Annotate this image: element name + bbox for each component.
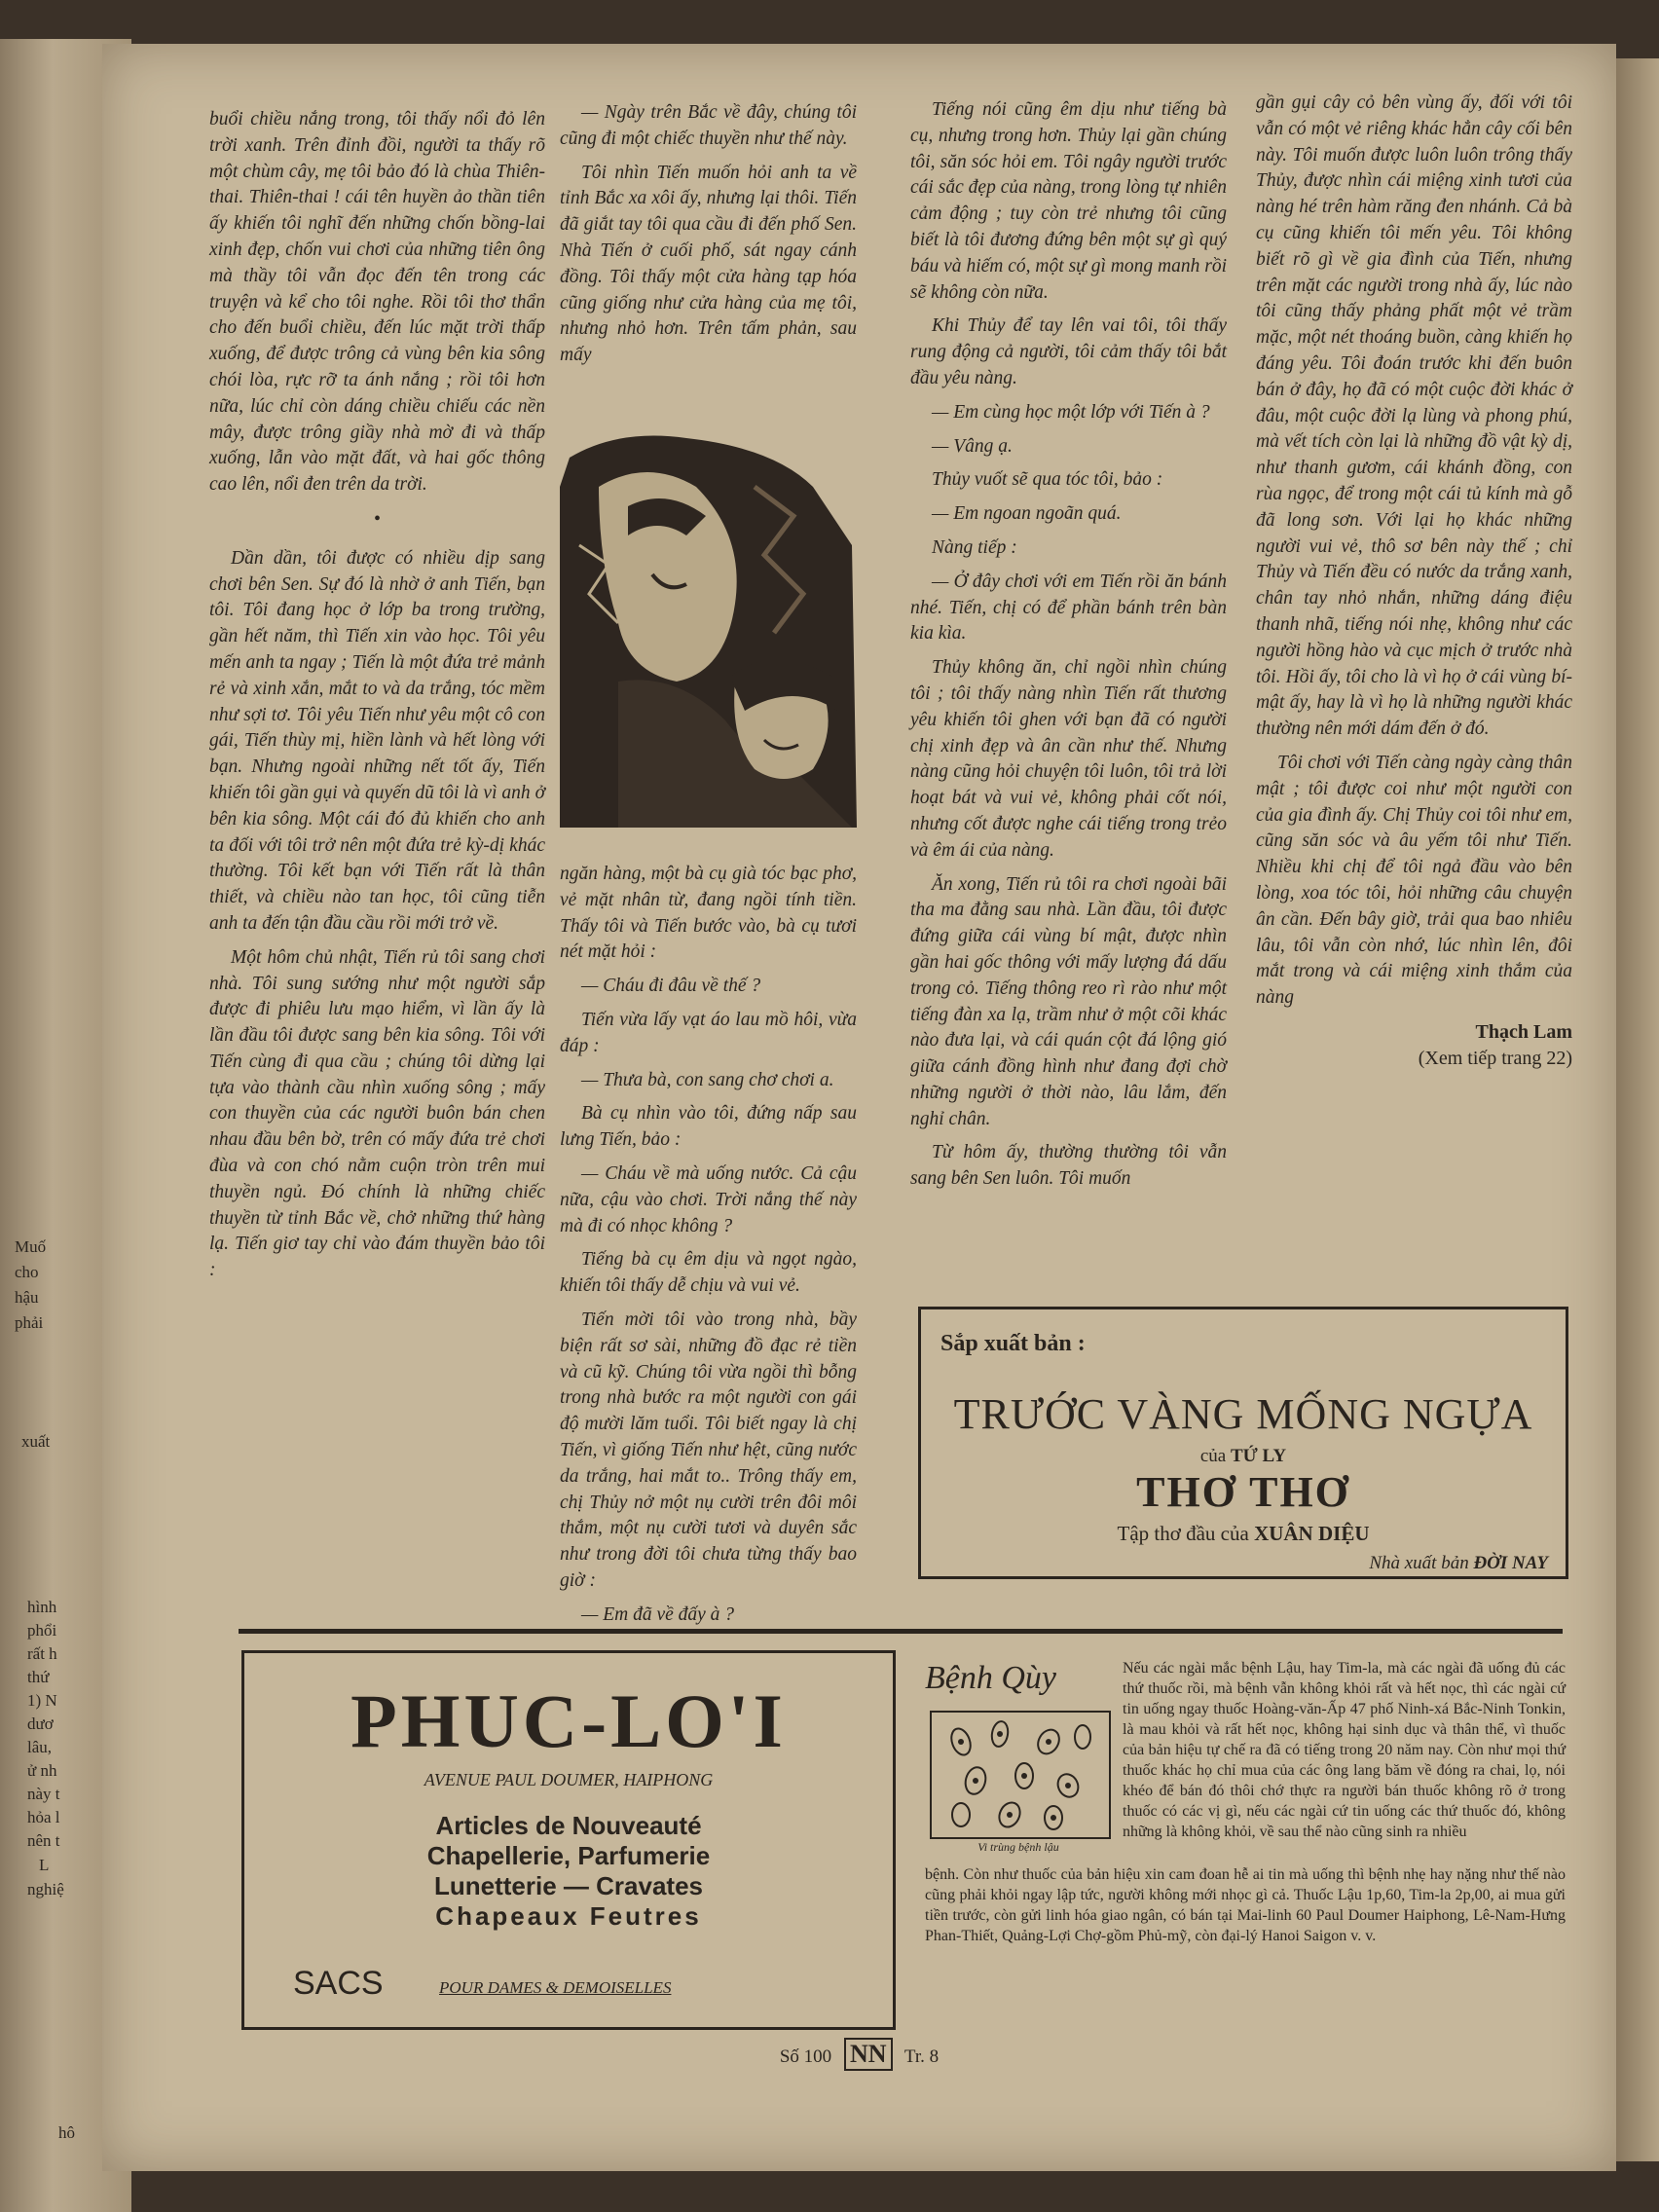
story-paragraph: — Thưa bà, con sang chơ chơi a.: [581, 1069, 834, 1090]
shop-sacs: SACS: [293, 1965, 384, 2002]
book-author-line: [921, 1446, 1566, 1467]
section-dot: •: [373, 507, 381, 530]
author-signature: Thạch Lam: [1475, 1020, 1572, 1043]
left-fragment: này t: [27, 1785, 60, 1803]
newspaper-logo-mark: NN: [844, 2038, 893, 2071]
by-prefix: của: [1199, 1446, 1227, 1466]
story-column-2-top: [560, 100, 857, 377]
shop-line-3: Lunetterie — Cravates: [434, 1871, 703, 1900]
left-fragment: Muố: [15, 1237, 47, 1256]
story-paragraph: gần gụi cây cỏ bên vùng ấy, đối với tôi vẫn có một vẻ riêng khác hẳn cây cối bên này. Tôi muốn được luôn luôn trông thấy Thủy, được nhìn cái miệng xinh tươi của nàng hé trên hàm răng đen nhánh. Cả bà cụ cũng khiến tôi mến yêu. Tôi không biết rõ gì về gia đình của Tiến, nhưng trên mặt các người trong nhà ấy, lúc nào tôi cũng thấy phảng phất một vẻ trầm mặc, một nét thoáng buồn, càng khiến họ đáng yêu. Tôi đoán trước khi đến buôn bán ở đây, họ đã có một cuộc đời khác ở đâu, một cuộc đời lạ lùng và phong phú, mà vết tích còn lại là những đồ vật kỳ dị, như thanh gươm, cái khánh đồng, con rùa ngọc, để trong một cái tủ kính mà gỗ đã long sơn. Với lại họ khác những người vui vẻ, thô sơ bên này thế ; chỉ Thủy và Tiến đều có nước da trắng xanh, chân tay nhỏ nhắn, những dáng điệu thanh nhã, tiếng nói nhẹ, không như các người hồng hào và cục mịch ở trước nhà tôi. Hồi ấy, tôi cho là vì họ ở cái vùng bí-mật ấy, hay là vì họ là những người khác thường nên mới dám đến ở đó.: [1256, 92, 1572, 740]
book-title: TRƯỚC VÀNG MỐNG NGỰA: [953, 1390, 1533, 1438]
book-announcement: [918, 1307, 1568, 1579]
medicine-ad-title: Bệnh Qùy: [925, 1660, 1057, 1696]
left-fragment: hô: [58, 2123, 75, 2142]
page-footer: [102, 2038, 1616, 2071]
continued-note: (Xem tiếp trang 22): [1418, 1047, 1572, 1069]
story-paragraph: Khi Thủy để tay lên vai tôi, tôi thấy rung động cả người, tôi cảm thấy tôi bắt đầu yêu nàng.: [910, 315, 1227, 388]
story-paragraph: — Cháu đi đâu về thế ?: [581, 976, 761, 997]
story-paragraph: Ăn xong, Tiến rủ tôi ra chơi ngoài bãi tha ma đằng sau nhà. Lần đầu, tôi được đứng giữa cái vùng bí mật, được nhìn gần hai gốc thông với mấy lượng đá dấu trong cỏ. Tiếng thông reo rì rào như một tiếng đàn xa lạ, trầm như ở một cõi khác nào đưa lại, và cái quán cột đá lộng gió giữa cánh đồng hình như đang đợi chờ những người ở thời nào, lâu lắm, đến nghỉ chân.: [910, 873, 1227, 1129]
story-column-2-bottom: [560, 862, 857, 1637]
section-divider: [239, 1629, 1563, 1634]
poet-name: XUÂN DIỆU: [1254, 1522, 1370, 1545]
story-column-4: [1256, 91, 1572, 1071]
story-paragraph: Tiến vừa lấy vạt áo lau mồ hôi, vừa đáp :: [560, 1009, 857, 1056]
story-paragraph: Tôi chơi với Tiến càng ngày càng thân mật ; tôi được coi như một người con của gia đình ấy. Chị Thủy coi tôi như em, cũng săn sóc và âu yếm tôi như Tiến. Nhiều khi chị để tôi ngả đầu vào bên lòng, xoa tóc tôi, hỏi những câu chuyện ân cần. Đến bây giờ, trải qua bao nhiêu lâu, tôi vẫn còn nhớ, lúc nhìn lên, đôi mắt trong và cái miệng xinh thắm của nàng: [1256, 752, 1572, 1009]
shop-line-1: Articles de Nouveauté: [435, 1811, 702, 1840]
story-paragraph: Bà cụ nhìn vào tôi, đứng nấp sau lưng Tiến, bảo :: [560, 1103, 857, 1151]
shop-advertisement: [241, 1650, 896, 2030]
shop-line-4: Chapeaux Feutres: [435, 1901, 702, 1931]
story-illustration: [560, 428, 857, 828]
left-fragment: nghiệ: [27, 1880, 64, 1899]
medicine-ad-text-bottom: bệnh. Còn như thuốc của bản hiệu xin cam đoan hễ ai tin mà uống thì bệnh nhẹ hay nặng như thế nào cũng phải khỏi ngay lập tức, người không mới nhọc gì cả. Thuốc Lậu 1p,60, Tim-la 2p,00, ai mua gửi tiền trước, còn gửi linh hóa giao ngân, có bán tại Mai-linh 60 Paul Doumer Haiphong, Lê-Nam-Hưng Phan-Thiết, Quảng-Lợi Chợ-gồm Phủ-mỹ, còn đại-lý Hanoi Saigon v. v.: [925, 1866, 1566, 1944]
subtitle-prefix: Tập thơ đầu của: [1117, 1522, 1249, 1545]
story-paragraph: Tiếng nói cũng êm dịu như tiếng bà cụ, nhưng trong hơn. Thủy lại gần chúng tôi, săn sóc hỏi em. Tôi ngây người trước cái sắc đẹp của nàng, trong lòng tự nhiên cảm động ; tuy còn trẻ nhưng tôi cũng biết là tôi đương đứng bên một sự gì quý báu và hiếm có, một sự gì mong manh rồi sẽ không còn nữa.: [910, 99, 1227, 303]
book-author: TỨ LY: [1230, 1446, 1287, 1466]
page-number: Tr. 8: [903, 2046, 940, 2067]
left-fragment: dươ: [27, 1714, 54, 1733]
bacteria-illustration: [930, 1711, 1111, 1839]
story-column-3: [910, 97, 1227, 1200]
left-fragment: phải: [15, 1313, 44, 1332]
publisher-line: [1369, 1553, 1548, 1574]
story-paragraph: Tôi nhìn Tiến muốn hỏi anh ta về tỉnh Bắc xa xôi ấy, nhưng lại thôi. Tiến đã giắt tay tôi qua cầu đi đến phố Sen. Nhà Tiến ở cuối phố, sát ngay cánh đồng. Tôi thấy một cửa hàng tạp hóa cũng giống như cửa hàng của mẹ tôi, nhưng nhỏ hơn. Trên tấm phản, sau mấy: [560, 162, 857, 366]
story-paragraph: Dần dần, tôi được có nhiều dịp sang chơi bên Sen. Sự đó là nhờ ở anh Tiến, bạn tôi. Tôi đang học ở lớp ba trong trường, gần hết năm, thì Tiến xin vào học. Tôi yêu mến anh ta ngay ; Tiến là một đứa trẻ mảnh rẻ và xinh xắn, mắt to và da trắng, tóc mềm như sợi tơ. Tôi yêu Tiến như yêu một cô con gái, Tiến thùy mị, hiền lành và hết lòng với bạn. Nhưng ngoài những nết tốt ấy, Tiến khiến tôi gần gụi và quyến dũ tôi là vì anh ở bên kia sông. Một cái đó đủ khiến cho anh ta đối với tôi trở nên một đứa trẻ kỳ-dị khác thường. Tôi kết bạn với Tiến rất là thân thiết, và chiều nào tan học, tôi cũng tiễn anh ta đến tận đầu cầu rồi mới trở về.: [209, 547, 545, 934]
book-subtitle: [921, 1522, 1566, 1546]
left-fragment: hình: [27, 1598, 57, 1616]
left-fragment: rất h: [27, 1644, 57, 1663]
story-column-1: [209, 107, 545, 1292]
left-fragment: xuất: [21, 1432, 51, 1451]
left-fragment: ử nh: [27, 1761, 57, 1780]
left-fragment: hậu: [15, 1288, 39, 1307]
story-paragraph: buổi chiều nắng trong, tôi thấy nổi đỏ lên trời xanh. Trên đỉnh đồi, người ta thấy rõ một chùm cây, mẹ tôi bảo đó là chùa Thiên-thai. Thiên-thai ! cái tên huyền ảo thần tiên ấy khiến tôi nghĩ đến những chốn bồng-lai xinh đẹp, chốn vui chơi của những tiên ông mà thầy tôi vẫn đọc đến tên trong các truyện và kể cho tôi nghe. Rồi tôi thơ thẩn cho đến buổi chiều, đến lúc mặt trời thấp xuống, để được trông cả vùng bên kia sông chói lòa, rực rỡ ta ánh nắng ; rồi tôi hơn nữa, lúc chỉ còn dáng chiều chiếu các nền mây, được trông giầy nhà mờ đi và thấp xuống, lẫn vào mặt đất, và hai gốc thông cao lên, nổi đen trên da trời.: [209, 109, 545, 496]
shop-address: AVENUE PAUL DOUMER, HAIPHONG: [424, 1770, 714, 1789]
story-paragraph: — Em ngoan ngoãn quá.: [932, 503, 1122, 525]
story-paragraph: — Em đã về đấy à ?: [581, 1604, 735, 1625]
left-fragment: phổi: [27, 1621, 57, 1640]
story-paragraph: — Cháu về mà uống nước. Cả cậu nữa, cậu vào chơi. Trời nắng thế này mà đi có nhọc không ?: [560, 1162, 857, 1236]
publisher-prefix: Nhà xuất bản: [1369, 1553, 1469, 1573]
story-paragraph: Một hôm chủ nhật, Tiến rủ tôi sang chơi nhà. Tôi sung sướng như một người sắp được đi phiêu lưu mạo hiểm, vì lần ấy là lần đầu tôi được sang bên kia sông. Tôi với Tiến cùng đi qua cầu ; chúng tôi dừng lại tựa vào thành cầu nhìn xuống sông ; mấy con thuyền của các người buôn bán chen nhau đầu bên bờ, trên có mấy đứa trẻ chơi đùa và con chó nằm cuộn tròn trên mui thuyền ngủ. Đó chính là những chiếc thuyền từ tỉnh Bắc về, chở những thứ hàng lạ. Tiến giơ tay chỉ vào đám thuyền bảo tôi :: [209, 946, 545, 1281]
story-paragraph: — Em cùng học một lớp với Tiến à ?: [932, 401, 1210, 423]
newspaper-page: [102, 44, 1616, 2171]
story-paragraph: — Ở đây chơi với em Tiến rồi ăn bánh nhé. Tiến, chị có để phần bánh trên bàn kia kìa.: [910, 571, 1227, 645]
story-paragraph: Tiến mời tôi vào trong nhà, bầy biện rất sơ sài, những đồ đạc rẻ tiền và cũ kỹ. Chúng tôi vừa ngồi thì bỗng trong nhà bước ra một người con gái độ mười lăm tuổi. Tôi biết ngay là chị Tiến, vì giống Tiến như hệt, cũng nước da trắng, hai mắt to.. Trông thấy em, chị Thủy nở một nụ cười trên đôi môi thắm, một nụ cười tươi và duyên sắc như trong đời tôi chưa từng thấy bao giờ :: [560, 1309, 857, 1591]
issue-number: Số 100: [779, 2046, 832, 2067]
left-fragment: hỏa l: [27, 1808, 60, 1826]
left-fragment: cho: [15, 1263, 39, 1281]
left-fragment: 1) N: [27, 1691, 57, 1710]
left-fragment: thứ: [27, 1668, 50, 1686]
story-paragraph: — Vâng ạ.: [932, 435, 1013, 457]
medicine-ad-text: Nếu các ngài mắc bệnh Lậu, hay Tim-la, mà các ngài đã uống đủ các thứ thuốc rồi, mà bệnh vẫn không khỏi rất và hết nọc, thì các ngài cứ tin uống ngay thuốc Hoàng-văn-Ấp 47 phố Ninh-xá Bắc-Ninh Tonkin, là mau khỏi và rất hết nọc, không hại sinh dục và thân thể, vì thuốc của bản hiệu tự chế ra đã có tiếng trong 20 năm nay. Còn như mọi thứ thuốc khác họ chỉ mua của các ông lang băm về đóng ra chai, lọ, nói khéo để bán đó thôi chớ thực ra người bán thuốc không rõ ở trong thuốc có các vị gì, nếu các ngài cứ tin uống các thứ thuốc đó, không những là không khỏi, về sau thể nào cũng sinh ra nhiều: [1123, 1660, 1566, 1840]
story-paragraph: Thủy vuốt sẽ qua tóc tôi, bảo :: [932, 469, 1163, 491]
shop-brand: PHUC-LO'I: [350, 1678, 787, 1763]
left-fragment: nên t: [27, 1831, 60, 1850]
story-paragraph: Từ hôm ấy, thường thường tôi vẫn sang bên Sen luôn. Tôi muốn: [910, 1142, 1227, 1190]
story-paragraph: Thủy không ăn, chỉ ngồi nhìn chúng tôi ; tôi thấy nàng nhìn Tiến rất thương yêu khiến tôi ghen với bạn đã có người chị xinh đẹp và ân cần như thế. Nhưng nàng cũng hỏi chuyện tôi luôn, tôi trả lời hoạt bát và vui vẻ, không phải cốt nói, nhưng cốt được nghe cái tiếng trong trẻo và êm ái của nàng.: [910, 657, 1227, 861]
book-title-2: THƠ THƠ: [1136, 1468, 1350, 1516]
story-paragraph: — Ngày trên Bắc về đây, chúng tôi cũng đi một chiếc thuyền như thế này.: [560, 102, 857, 149]
announcement-heading: Sắp xuất bản :: [940, 1331, 1086, 1356]
shop-pour: POUR DAMES & DEMOISELLES: [439, 1978, 672, 1997]
shop-line-2: Chapellerie, Parfumerie: [426, 1841, 711, 1870]
left-fragment: L: [39, 1856, 50, 1874]
story-paragraph: Nàng tiếp :: [932, 536, 1017, 558]
story-paragraph: Tiếng bà cụ êm dịu và ngọt ngào, khiến tôi thấy dễ chịu và vui vẻ.: [560, 1249, 857, 1297]
left-fragment: lâu,: [27, 1738, 53, 1756]
publisher-name: ĐỜI NAY: [1473, 1553, 1548, 1573]
story-paragraph: ngăn hàng, một bà cụ già tóc bạc phơ, vẻ mặt nhân từ, đang ngồi tính tiền. Thấy tôi và Tiến bước vào, bà cụ tươi nét mặt hỏi :: [560, 864, 857, 963]
bacteria-caption: Vi trùng bệnh lậu: [977, 1840, 1059, 1854]
